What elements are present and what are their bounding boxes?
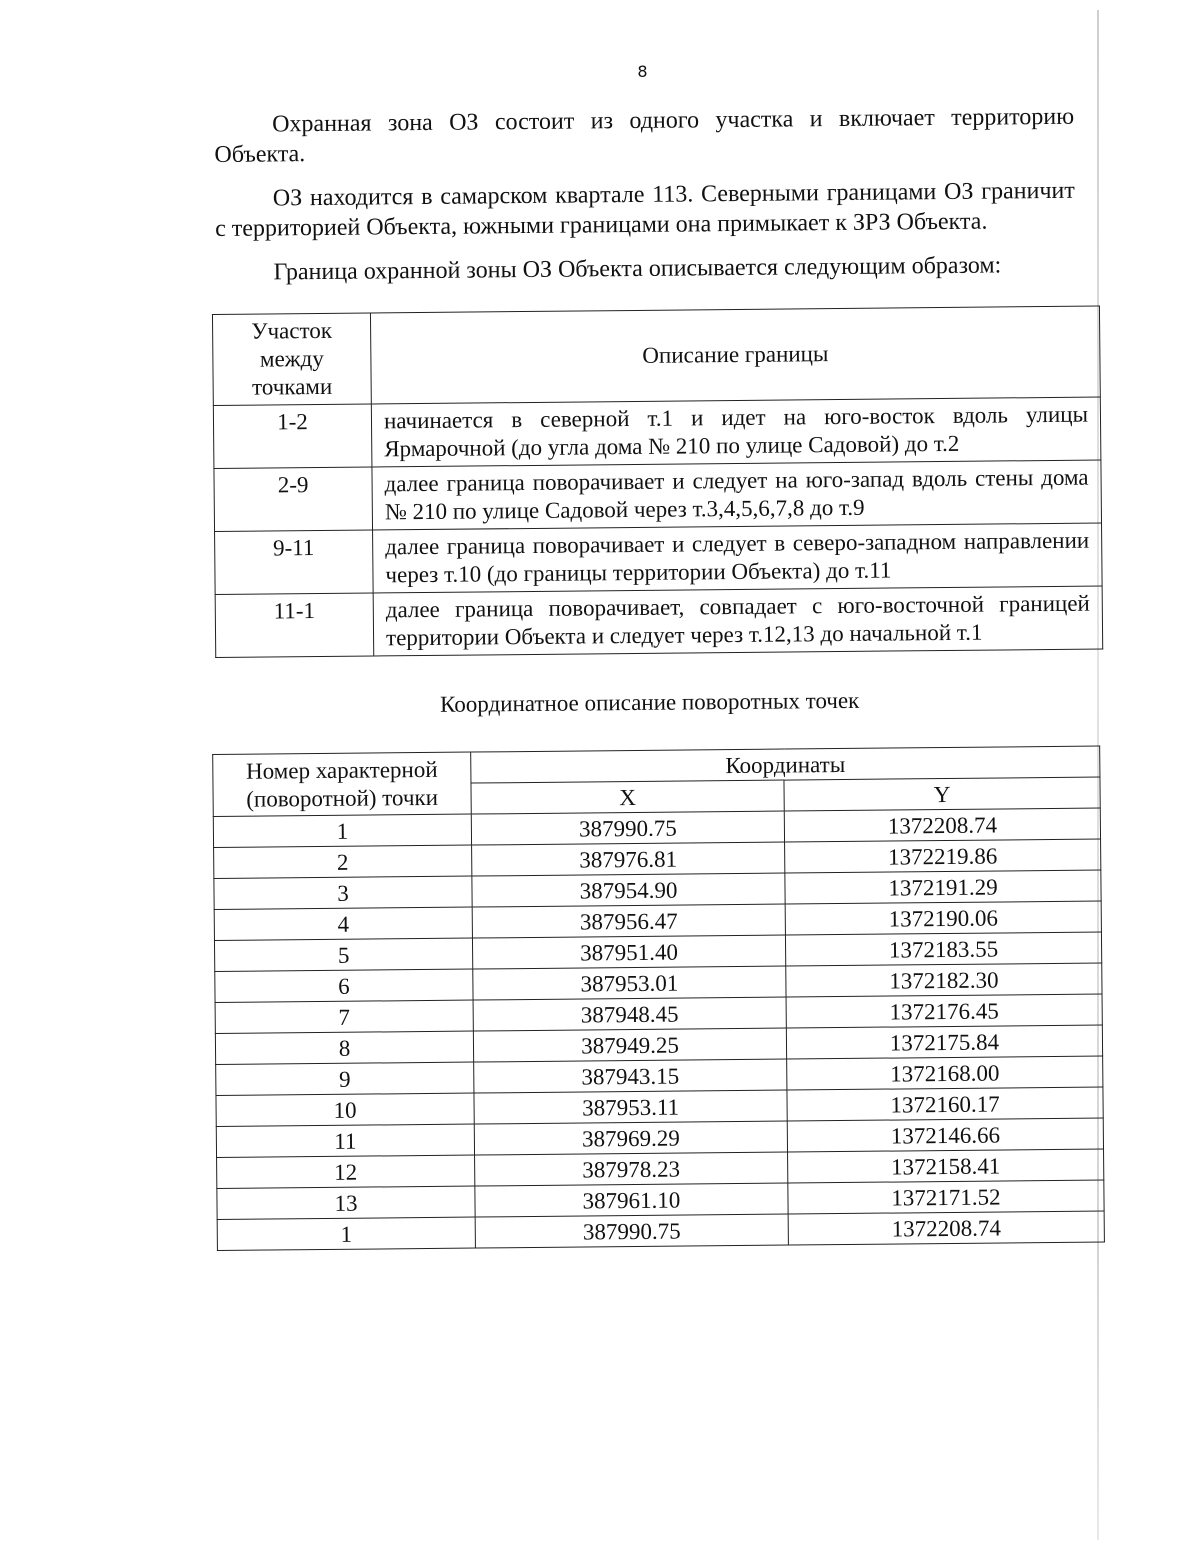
x-coordinate-cell: 387953.11 (474, 1090, 787, 1124)
y-coordinate-cell: 1372191.29 (785, 870, 1101, 904)
description-cell: далее граница поворачивает, совпадает с юго-восточной границей территории Объекта и следует через т.12,13 до начальной т.1 (373, 586, 1103, 656)
point-number-cell: 1 (217, 1217, 475, 1250)
point-number-cell: 8 (215, 1031, 473, 1064)
page-number: 8 (637, 62, 648, 81)
table-header-row (212, 306, 1100, 406)
x-coordinate-cell: 387951.40 (472, 935, 785, 969)
table-row (215, 586, 1103, 658)
coordinates-caption: Координатное описание поворотных точек (439, 687, 860, 717)
x-coordinate-cell: 387990.75 (475, 1214, 788, 1248)
y-coordinate-cell: 1372168.00 (787, 1056, 1103, 1090)
x-coordinate-cell: 387943.15 (474, 1059, 787, 1093)
point-number-cell: 7 (215, 1000, 473, 1033)
x-coordinate-cell: 387956.47 (472, 904, 785, 938)
segment-cell: 11-1 (215, 593, 374, 658)
point-number-cell: 11 (216, 1124, 474, 1157)
boundary-table-body (213, 397, 1102, 658)
y-coordinate-cell: 1372182.30 (786, 963, 1102, 997)
point-number-cell: 5 (214, 938, 472, 971)
paragraph-boundary-intro: Граница охранной зоны ОЗ Объекта описывается следующим образом: (273, 252, 1002, 286)
point-number-cell: 2 (214, 845, 472, 878)
y-coordinate-cell: 1372171.52 (788, 1180, 1104, 1214)
segment-cell: 9-11 (215, 530, 374, 595)
x-coordinate-cell: 387961.10 (475, 1183, 788, 1217)
x-coordinate-cell: 387976.81 (472, 842, 785, 876)
coordinates-table (212, 746, 1105, 1252)
coordinates-group-header: Координаты (471, 746, 1100, 783)
segment-column-header: Участок между точками (212, 313, 371, 406)
segment-cell: 2-9 (214, 467, 373, 532)
x-coordinate-cell: 387969.29 (474, 1121, 787, 1155)
y-coordinate-cell: 1372219.86 (785, 839, 1101, 873)
segment-cell: 1-2 (213, 404, 372, 469)
y-column-header: Y (784, 777, 1100, 811)
point-number-cell: 12 (217, 1155, 475, 1188)
table-row (215, 523, 1103, 595)
point-number-cell: 3 (214, 876, 472, 909)
y-coordinate-cell: 1372175.84 (786, 1025, 1102, 1059)
boundary-description-table (212, 306, 1103, 659)
x-coordinate-cell: 387954.90 (472, 873, 785, 907)
x-column-header: X (471, 780, 784, 814)
point-number-header: Номер характерной (поворотной) точки (213, 752, 472, 816)
x-coordinate-cell: 387949.25 (473, 1028, 786, 1062)
point-number-cell: 13 (217, 1186, 475, 1219)
table-row (213, 397, 1101, 469)
coordinates-table-body (213, 808, 1104, 1250)
document-body (214, 102, 1090, 1251)
y-coordinate-cell: 1372208.74 (788, 1211, 1104, 1245)
description-cell: далее граница поворачивает и следует в северо-западном направлении через т.10 (до границы территории Объекта) до т.11 (373, 523, 1103, 593)
table-row (214, 460, 1102, 532)
point-number-cell: 4 (214, 907, 472, 940)
description-cell: далее граница поворачивает и следует на юго-запад вдоль стены дома № 210 по улице Садовой через т.3,4,5,6,7,8 до т.9 (372, 460, 1102, 530)
y-coordinate-cell: 1372146.66 (787, 1118, 1103, 1152)
paragraph-zone-location: ОЗ находится в самарском квартале 113. Северными границами ОЗ граничит с территорией Объекта, южными границами она примыкает к ЗРЗ Объекта. (215, 177, 1075, 242)
point-number-cell: 10 (216, 1093, 474, 1126)
point-number-cell: 1 (213, 814, 471, 847)
description-cell: начинается в северной т.1 и идет на юго-восток вдоль улицы Ярмарочной (до угла дома № 210 по улице Садовой) до т.2 (371, 397, 1101, 467)
x-coordinate-cell: 387948.45 (473, 997, 786, 1031)
y-coordinate-cell: 1372176.45 (786, 994, 1102, 1028)
x-coordinate-cell: 387990.75 (471, 811, 784, 845)
y-coordinate-cell: 1372190.06 (785, 901, 1101, 935)
point-number-cell: 9 (216, 1062, 474, 1095)
description-column-header: Описание границы (370, 306, 1100, 404)
y-coordinate-cell: 1372183.55 (785, 932, 1101, 966)
x-coordinate-cell: 387953.01 (473, 966, 786, 1000)
y-coordinate-cell: 1372208.74 (784, 808, 1100, 842)
y-coordinate-cell: 1372160.17 (787, 1087, 1103, 1121)
paragraph-zone-composition: Охранная зона ОЗ состоит из одного участка и включает территорию Объекта. (214, 103, 1075, 168)
point-number-cell: 6 (215, 969, 473, 1002)
y-coordinate-cell: 1372158.41 (788, 1149, 1104, 1183)
x-coordinate-cell: 387978.23 (475, 1152, 788, 1186)
